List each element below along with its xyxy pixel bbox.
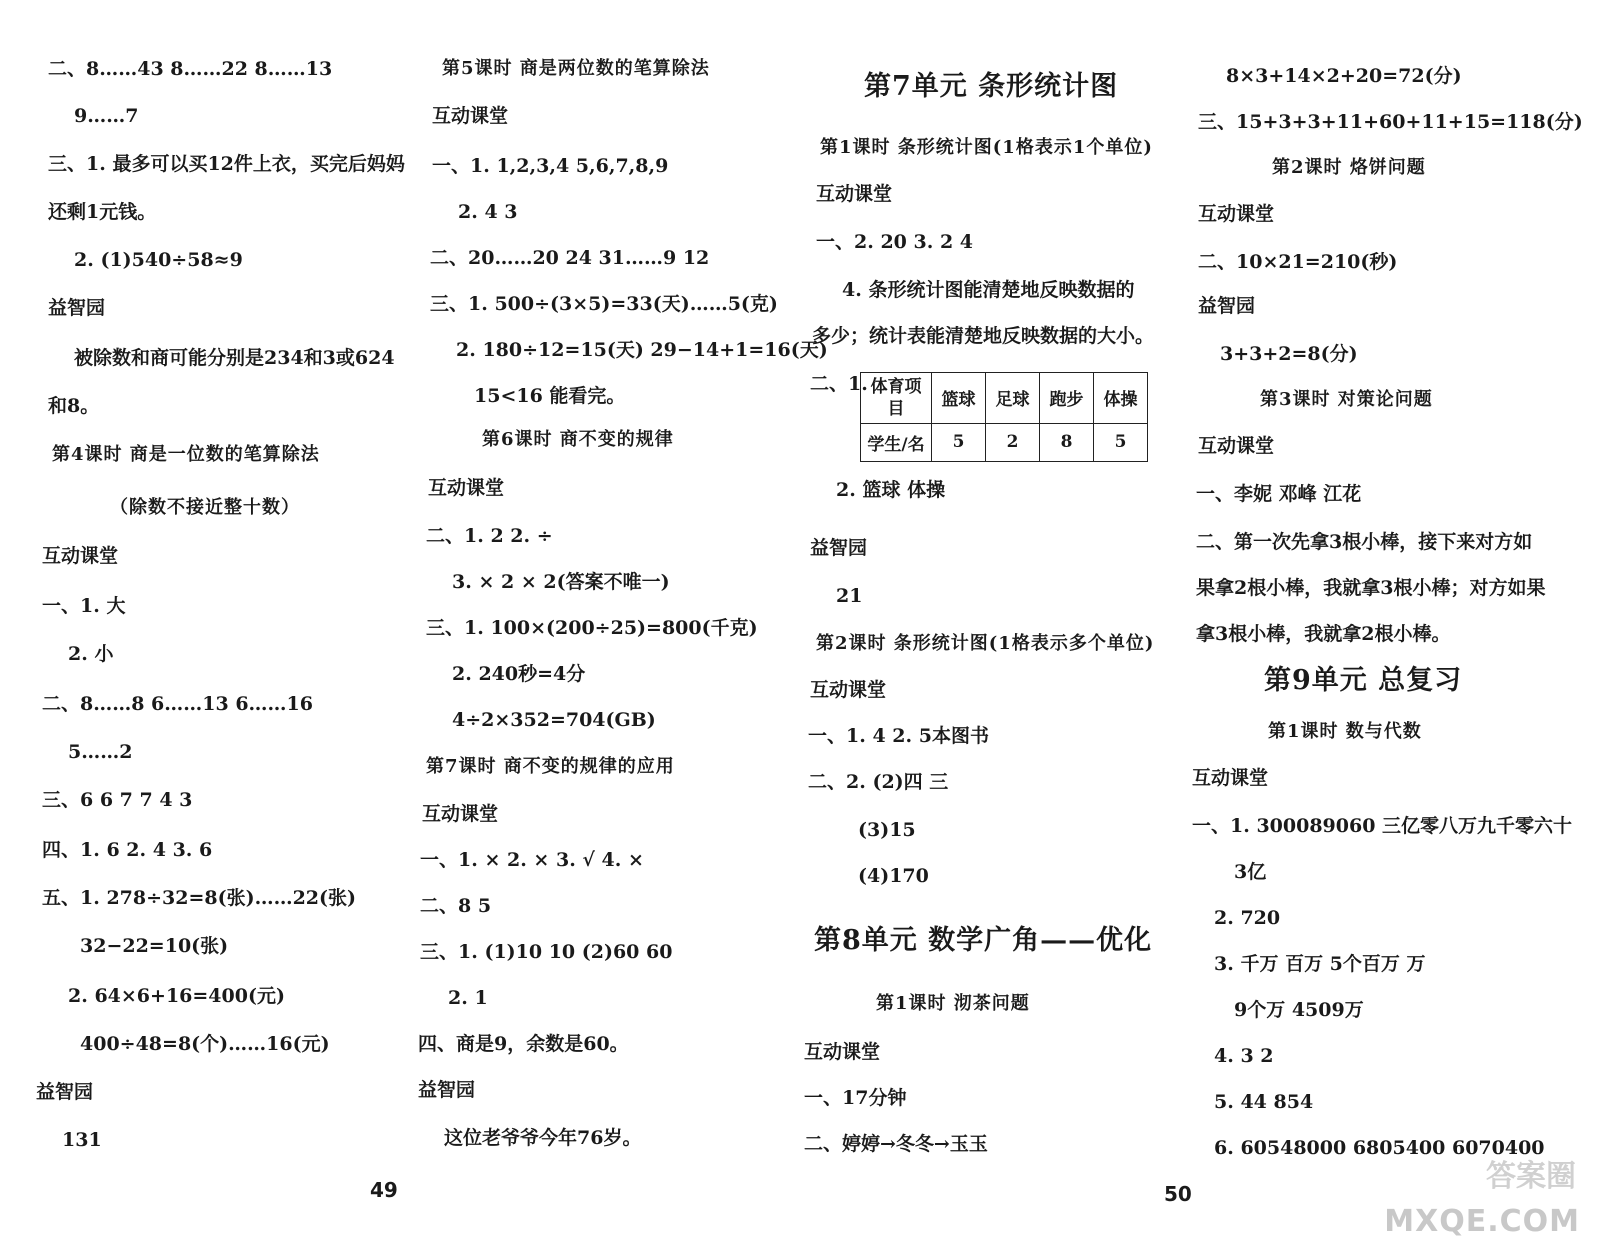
text-line: (3)15 <box>858 819 916 841</box>
text-line: 4. 条形统计图能清楚地反映数据的 <box>842 279 1135 301</box>
column-1 <box>0 0 405 1245</box>
text-line: 32−22=10(张) <box>80 935 229 957</box>
text-line: 5……2 <box>68 741 133 763</box>
text-line: 三、15+3+3+11+60+11+15=118(分) <box>1198 111 1583 133</box>
text-line: 2. 1 <box>448 987 488 1009</box>
lesson-heading: 第2课时 烙饼问题 <box>1272 157 1426 178</box>
text-line: 6. 60548000 6805400 6070400 <box>1214 1137 1545 1159</box>
lesson-heading: 第5课时 商是两位数的笔算除法 <box>442 58 710 79</box>
text-line: 400÷48=8(个)……16(元) <box>80 1033 330 1055</box>
text-line: 9个万 4509万 <box>1234 999 1364 1021</box>
text-line: 一、17分钟 <box>804 1087 907 1109</box>
lesson-heading: 第4课时 商是一位数的笔算除法 <box>52 444 320 465</box>
section-heading: 互动课堂 <box>810 679 887 701</box>
text-line: 5. 44 854 <box>1214 1091 1314 1113</box>
table-cell: 8 <box>1040 423 1094 461</box>
text-line: 2. 720 <box>1214 907 1281 929</box>
lesson-heading: 第2课时 条形统计图(1格表示多个单位) <box>816 633 1155 654</box>
section-heading: 益智园 <box>48 297 106 319</box>
text-line: 二、第一次先拿3根小棒，接下来对方如 <box>1196 531 1533 553</box>
section-heading: 互动课堂 <box>428 477 505 499</box>
text-line: 三、1. 最多可以买12件上衣，买完后妈妈 <box>48 153 405 175</box>
text-line: 和8。 <box>48 395 100 417</box>
text-line: 被除数和商可能分别是234和3或624 <box>74 347 395 369</box>
text-line: 3. 千万 百万 5个百万 万 <box>1214 953 1426 975</box>
text-line: 四、1. 6 2. 4 3. 6 <box>42 839 213 861</box>
lesson-heading: 第1课时 条形统计图(1格表示1个单位) <box>820 137 1153 158</box>
text-line: 9……7 <box>74 105 139 127</box>
column-2 <box>400 0 828 1245</box>
text-line: 一、1. 1,2,3,4 5,6,7,8,9 <box>432 155 669 177</box>
section-heading: 互动课堂 <box>804 1041 881 1063</box>
column-4 <box>1180 0 1600 1245</box>
text-line: 3. × 2 × 2(答案不唯一) <box>452 571 670 593</box>
lesson-heading: 第7课时 商不变的规律的应用 <box>426 756 675 777</box>
lesson-heading: 第3课时 对策论问题 <box>1260 389 1433 410</box>
text-line: 二、2. (2)四 三 <box>808 771 949 793</box>
text-line: 131 <box>62 1129 102 1151</box>
text-line: 4÷2×352=704(GB) <box>452 709 656 731</box>
table-cell: 5 <box>932 423 986 461</box>
table-header-label: 体育项目 <box>870 376 922 419</box>
text-line: 二、1. <box>810 373 868 395</box>
text-line: 二、1. 2 2. ÷ <box>426 525 553 547</box>
section-heading: 互动课堂 <box>816 183 893 205</box>
text-line: 21 <box>836 585 863 607</box>
text-line: 3亿 <box>1234 861 1267 883</box>
text-line: 2. (1)540÷58≈9 <box>74 249 243 271</box>
section-heading: 互动课堂 <box>1192 767 1269 789</box>
section-heading: 互动课堂 <box>42 545 119 567</box>
text-line: 一、2. 20 3. 2 4 <box>816 231 974 253</box>
table-header-cell: 跑步 <box>1040 373 1094 424</box>
section-heading: 益智园 <box>810 537 868 559</box>
section-heading: 互动课堂 <box>1198 203 1275 225</box>
table-header-cell: 篮球 <box>932 373 986 424</box>
text-line: 三、1. (1)10 10 (2)60 60 <box>420 941 673 963</box>
text-line: 2. 240秒=4分 <box>452 663 586 685</box>
text-line: 2. 4 3 <box>458 201 518 223</box>
page-number-left: 49 <box>370 1178 398 1202</box>
text-line: 还剩1元钱。 <box>48 201 157 223</box>
text-line: 一、1. 300089060 三亿零八万九千零六十 <box>1192 815 1573 837</box>
text-line: 三、1. 500÷(3×5)=33(天)……5(克) <box>430 293 778 315</box>
text-line: 二、婷婷→冬冬→玉玉 <box>804 1133 988 1155</box>
text-line: 五、1. 278÷32=8(张)……22(张) <box>42 887 357 909</box>
table-cell: 5 <box>1094 423 1148 461</box>
text-line: 拿3根小棒，我就拿2根小棒。 <box>1196 623 1451 645</box>
lesson-heading: 第6课时 商不变的规律 <box>482 429 674 450</box>
text-line: 四、商是9，余数是60。 <box>418 1033 629 1055</box>
text-line: 二、8 5 <box>420 895 492 917</box>
table-cell: 学生/名 <box>861 423 932 461</box>
text-line: (4)170 <box>858 865 929 887</box>
text-line: 果拿2根小棒，我就拿3根小棒；对方如果 <box>1196 577 1546 599</box>
table-header-cell <box>861 373 932 424</box>
watermark-text: MXQE.COM <box>1384 1204 1580 1239</box>
table-header-cell: 体操 <box>1094 373 1148 424</box>
watermark-logo: 答案圈 <box>1486 1159 1576 1194</box>
text-line: 2. 小 <box>68 643 114 665</box>
unit-heading: 第7单元 条形统计图 <box>864 71 1119 102</box>
text-line: 2. 180÷12=15(天) 29−14+1=16(天) <box>456 339 828 361</box>
text-line: 15<16 能看完。 <box>474 385 626 407</box>
text-line: 二、8……8 6……13 6……16 <box>42 693 313 715</box>
text-line: 一、1. 大 <box>42 595 126 617</box>
text-line: 2. 64×6+16=400(元) <box>68 985 285 1007</box>
text-line: 三、6 6 7 7 4 3 <box>42 789 193 811</box>
unit-heading: 第8单元 数学广角——优化 <box>814 925 1153 956</box>
text-line: 二、20……20 24 31……9 12 <box>430 247 710 269</box>
section-heading: 互动课堂 <box>1198 435 1275 457</box>
text-line: 一、1. 4 2. 5本图书 <box>808 725 989 747</box>
text-line: 一、1. × 2. × 3. √ 4. × <box>420 849 644 871</box>
text-line: 一、李妮 邓峰 江花 <box>1196 483 1362 505</box>
lesson-heading: 第1课时 数与代数 <box>1268 721 1422 742</box>
text-line: 三、1. 100×(200÷25)=800(千克) <box>426 617 758 639</box>
section-heading: 益智园 <box>1198 295 1256 317</box>
text-line: 多少；统计表能清楚地反映数据的大小。 <box>812 325 1155 347</box>
text-line: 4. 3 2 <box>1214 1045 1274 1067</box>
section-heading: 益智园 <box>418 1079 476 1101</box>
column-3 <box>800 0 1180 1245</box>
text-line: 3+3+2=8(分) <box>1220 343 1358 365</box>
unit-heading: 第9单元 总复习 <box>1264 665 1463 696</box>
section-heading: 互动课堂 <box>422 803 499 825</box>
section-heading: 互动课堂 <box>432 105 509 127</box>
text-line: 这位老爷爷今年76岁。 <box>444 1127 642 1149</box>
text-line: 二、10×21=210(秒) <box>1198 251 1398 273</box>
lesson-subheading: （除数不接近整十数） <box>110 497 300 518</box>
lesson-heading: 第1课时 沏茶问题 <box>876 993 1030 1014</box>
page-number-right: 50 <box>1164 1182 1192 1206</box>
table-header-cell: 足球 <box>986 373 1040 424</box>
text-line: 二、8……43 8……22 8……13 <box>48 58 333 80</box>
sports-table <box>860 372 1148 462</box>
table-cell: 2 <box>986 423 1040 461</box>
text-line: 8×3+14×2+20=72(分) <box>1226 65 1462 87</box>
section-heading: 益智园 <box>36 1081 94 1103</box>
text-line: 2. 篮球 体操 <box>836 479 946 501</box>
